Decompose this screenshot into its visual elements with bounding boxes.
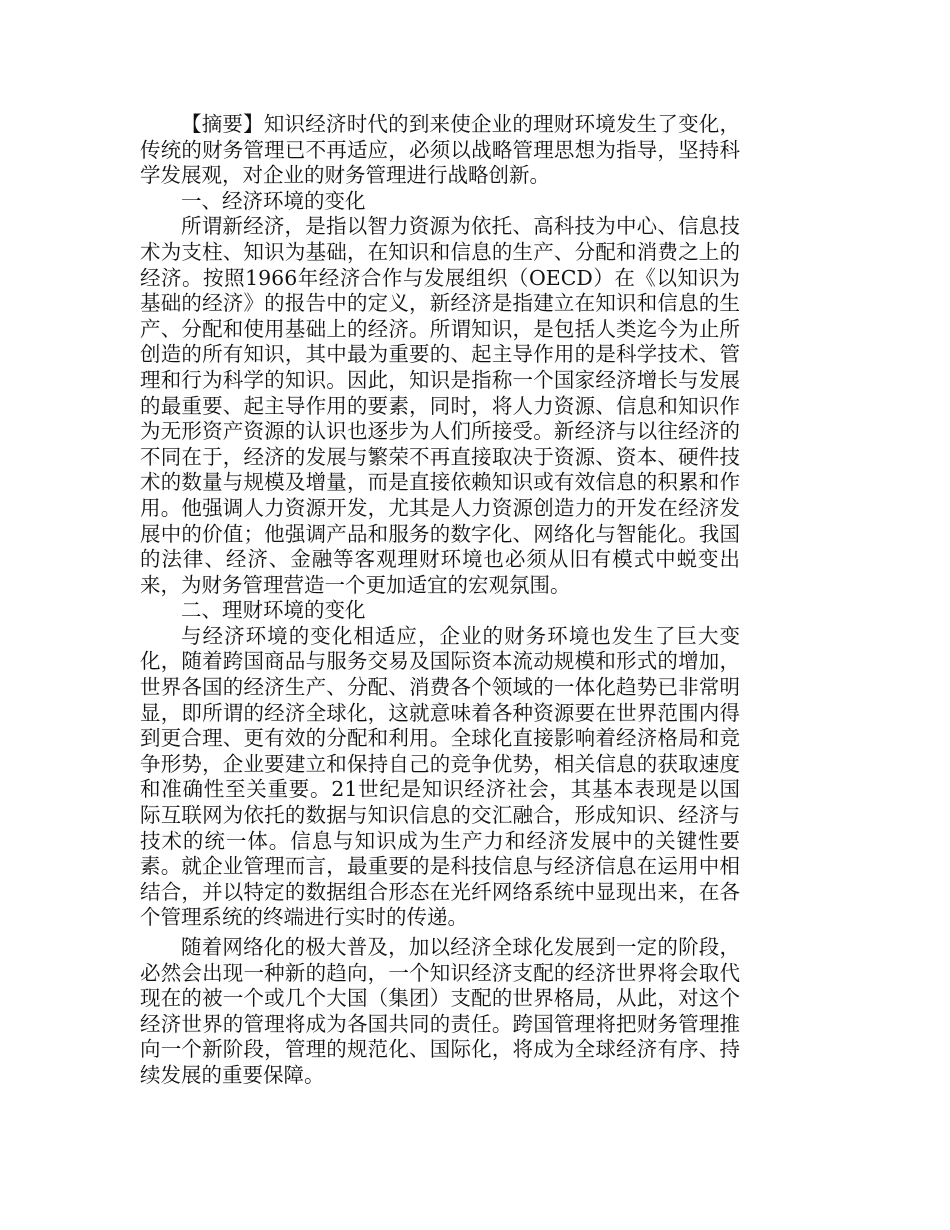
document-page (140, 112, 740, 1089)
body-paragraph: 随着网络化的极大普及，加以经济全球化发展到一定的阶段，必然会出现一种新的趋向，一个知识经济支配的经济世界将会取代现在的被一个或几个大国（集团）支配的世界格局，从此，对这个经济世界的管理将成为各国共同的责任。跨国管理将把财务管理推向一个新阶段，管理的规范化、国际化，将成为全球经济有序、持续发展的重要保障。 (140, 935, 740, 1087)
abstract-paragraph: 【摘要】知识经济时代的到来使企业的理财环境发生了变化，传统的财务管理已不再适应，必须以战略管理思想为指导，坚持科学发展观，对企业的财务管理进行战略创新。 (140, 112, 740, 188)
section-heading-economic-environment: 一、经济环境的变化 (181, 188, 366, 213)
section-heading-financial-environment: 二、理财环境的变化 (181, 598, 366, 623)
body-paragraph: 与经济环境的变化相适应，企业的财务环境也发生了巨大变化，随着跨国商品与服务交易及国际资本流动规模和形式的增加，世界各国的经济生产、分配、消费各个领域的一体化趋势已非常明显，即所谓的经济全球化，这就意味着各种资源要在世界范围内得到更合理、更有效的分配和利用。全球化直接影响着经济格局和竞争形势，企业要建立和保持自己的竞争优势，相关信息的获取速度和准确性至关重要。21世纪是知识经济社会，其基本表现是以国际互联网为依托的数据与知识信息的交汇融合，形成知识、经济与技术的统一体。信息与知识成为生产力和经济发展中的关键性要素。就企业管理而言，最重要的是科技信息与经济信息在运用中相结合，并以特定的数据组合形态在光纤网络系统中显现出来，在各个管理系统的终端进行实时的传递。 (140, 623, 740, 930)
body-paragraph: 所谓新经济，是指以智力资源为依托、高科技为中心、信息技术为支柱、知识为基础，在知识和信息的生产、分配和消费之上的经济。按照1966年经济合作与发展组织（OECD）在《以知识为基础的经济》的报告中的定义，新经济是指建立在知识和信息的生产、分配和使用基础上的经济。所谓知识，是包括人类迄今为止所创造的所有知识，其中最为重要的、起主导作用的是科学技术、管理和行为科学的知识。因此，知识是指称一个国家经济增长与发展的最重要、起主导作用的要素，同时，将人力资源、信息和知识作为无形资产资源的认识也逐步为人们所接受。新经济与以往经济的不同在于，经济的发展与繁荣不再直接取决于资源、资本、硬件技术的数量与规模及增量，而是直接依赖知识或有效信息的积累和作用。他强调人力资源开发，尤其是人力资源创造力的开发在经济发展中的价值；他强调产品和服务的数字化、网络化与智能化。我国的法律、经济、金融等客观理财环境也必须从旧有模式中蜕变出来，为财务管理营造一个更加适宜的宏观氛围。 (140, 214, 740, 597)
